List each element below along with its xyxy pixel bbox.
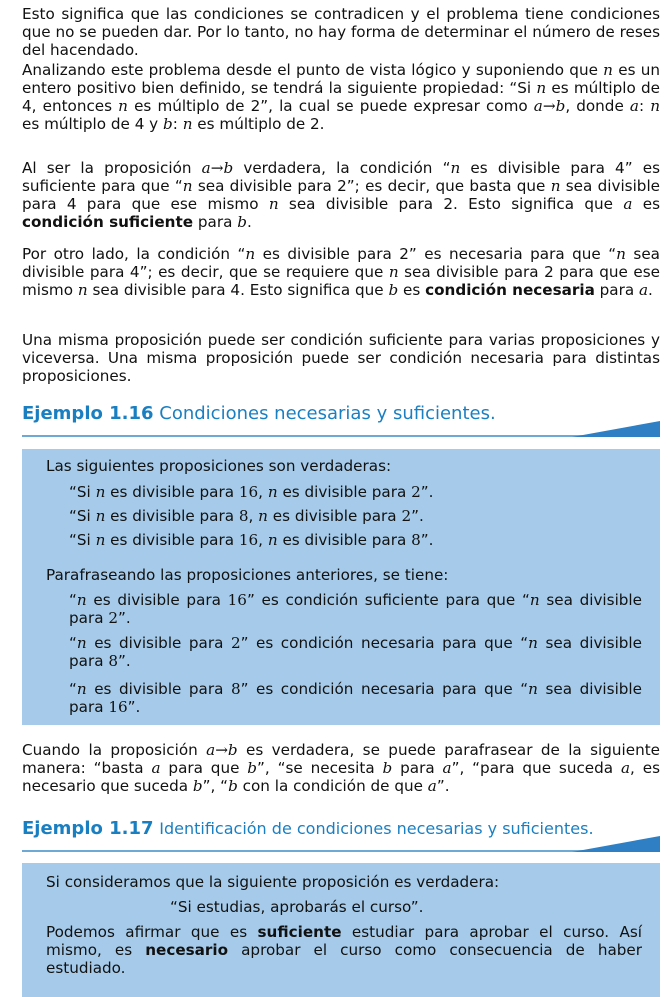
paraphrase-3: “n es divisible para 8” es condición necesaria para que “n sea divisible para 16”. — [69, 680, 642, 716]
header-rule — [22, 850, 660, 852]
statement-1: “Si n es divisible para 16, n es divisible para 2”. — [69, 483, 434, 501]
paragraph-sufficient-condition: Al ser la proposición a→b verdadera, la condición “n es divisible para 4” es suficiente para que “n sea divisible para 2”; es decir, que basta que n sea divisible para 4 para que ese mismo n sea divisible para 2. Esto significa que a es condición suficiente para b. — [22, 159, 661, 231]
paragraph-contradiction: Esto significa que las condiciones se contradicen y el problema tiene condiciones que no se pueden dar. Por lo tanto, no hay forma de determinar el número de reses del hacendado. — [22, 5, 660, 59]
example-intro: Las siguientes proposiciones son verdaderas: — [46, 457, 392, 475]
paragraph-paraphrase-ways: Cuando la proposición a→b es verdadera, se puede parafrasear de la siguiente manera: “basta a para que b”, “se necesita b para a”, “para que suceda a, es necesario que suceda b”, “b con la condición de que a”. — [22, 741, 661, 795]
statement-3: “Si n es divisible para 16, n es divisible para 8”. — [69, 531, 434, 549]
paragraph-necessary-condition: Por otro lado, la condición “n es divisible para 2” es necesaria para que “n sea divisible para 4”; es decir, que se requiere que n sea divisible para 2 para que ese mismo n sea divisible para 4. Esto significa que b es condición necesaria para a. — [22, 245, 660, 299]
example-1-17-header — [22, 818, 660, 854]
paraphrase-2: “n es divisible para 2” es condición necesaria para que “n sea divisible para 8”. — [69, 634, 642, 670]
paragraph-same-proposition: Una misma proposición puede ser condición suficiente para varias proposiciones y viceversa. Una misma proposición puede ser condición necesaria para distintas proposiciones. — [22, 331, 660, 385]
example-1-16-header — [22, 403, 660, 439]
header-rule — [22, 435, 660, 437]
example-2-conclusion: Podemos afirmar que es suficiente estudiar para aprobar el curso. Así mismo, es necesario aprobar el curso como consecuencia de haber estudiado. — [46, 923, 643, 977]
paraphrase-1: “n es divisible para 16” es condición suficiente para que “n sea divisible para 2”. — [69, 591, 642, 627]
paragraph-logic-analysis: Analizando este problema desde el punto de vista lógico y suponiendo que n es un entero positivo bien definido, se tendrá la siguiente propiedad: “Si n es múltiplo de 4, entonces n es múltiplo de 2”, la cual se puede expresar como a→b, donde a: n es múltiplo de 4 y b: n es múltiplo de 2. — [22, 61, 660, 133]
paraphrase-intro: Parafraseando las proposiciones anteriores, se tiene: — [46, 566, 449, 584]
example-1-16-box — [22, 449, 660, 725]
example-1-17-title: Ejemplo 1.17 Identificación de condiciones necesarias y suficientes. — [22, 818, 594, 839]
example-2-quote: “Si estudias, aprobarás el curso”. — [170, 898, 424, 916]
header-corner-accent — [572, 421, 660, 437]
example-2-intro: Si consideramos que la siguiente proposición es verdadera: — [46, 873, 500, 891]
statement-2: “Si n es divisible para 8, n es divisible para 2”. — [69, 507, 424, 525]
example-1-17-box — [22, 863, 660, 997]
example-1-16-title: Ejemplo 1.16 Condiciones necesarias y suficientes. — [22, 403, 496, 424]
